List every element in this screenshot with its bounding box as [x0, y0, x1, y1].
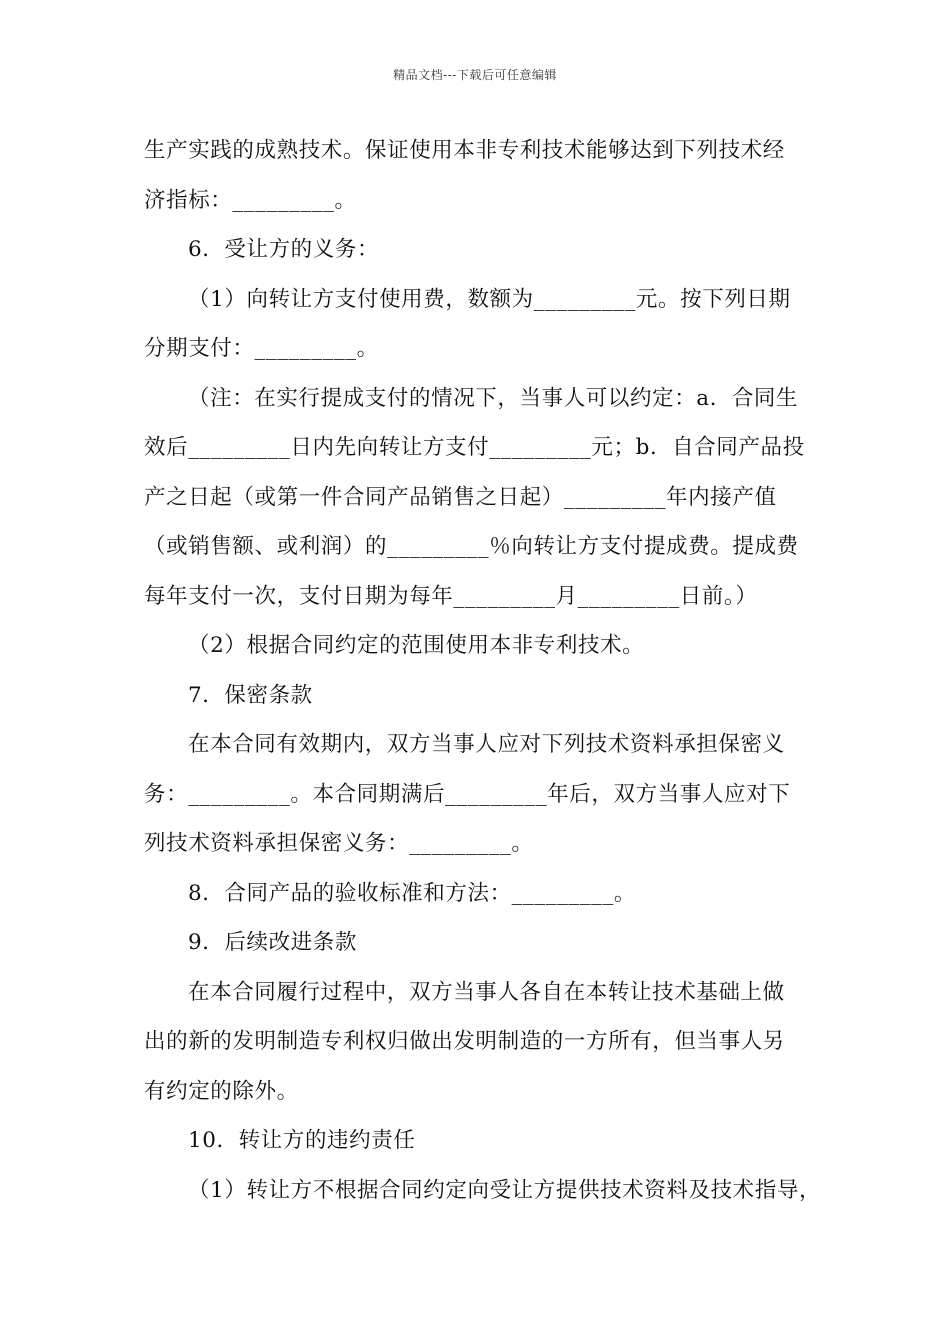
- page-header: 精品文档---下载后可任意编辑: [393, 68, 557, 82]
- section-heading: 8．合同产品的验收标准和方法：_________。: [188, 880, 636, 906]
- text-line: 产之日起（或第一件合同产品销售之日起）_________年内接产值: [144, 484, 777, 510]
- section-heading: 9．后续改进条款: [188, 930, 357, 955]
- section-heading: 10．转让方的违约责任: [188, 1128, 416, 1153]
- text-line: （1）向转让方支付使用费，数额为_________元。按下列日期: [188, 286, 791, 312]
- text-line: （1）转让方不根据合同约定向受让方提供技术资料及技术指导，: [188, 1177, 822, 1203]
- text-line: （注：在实行提成支付的情况下，当事人可以约定：a．合同生: [188, 385, 799, 411]
- text-line: 每年支付一次，支付日期为每年_________月_________日前。）: [144, 583, 758, 609]
- text-line: 分期支付：_________。: [144, 336, 379, 361]
- text-line: 务：_________。本合同期满后_________年后，双方当事人应对下: [144, 781, 791, 807]
- text-line: 出的新的发明制造专利权归做出发明制造的一方所有，但当事人另: [144, 1029, 785, 1054]
- document-body: [144, 126, 824, 1215]
- text-line: 在本合同有效期内，双方当事人应对下列技术资料承担保密义: [188, 732, 785, 757]
- text-line: （或销售额、或利润）的_________％向转让方支付提成费。提成费: [144, 534, 799, 559]
- section-heading: 6．受让方的义务：: [188, 237, 380, 262]
- text-line: 在本合同履行过程中，双方当事人各自在本转让技术基础上做: [188, 979, 785, 1005]
- text-line: 生产实践的成熟技术。保证使用本非专利技术能够达到下列技术经: [144, 138, 785, 163]
- text-line: 效后_________日内先向转让方支付_________元；b．自合同产品投: [144, 435, 805, 460]
- section-heading: 7．保密条款: [188, 682, 313, 708]
- text-line: （2）根据合同约定的范围使用本非专利技术。: [188, 633, 645, 658]
- text-line: 济指标：_________。: [144, 187, 357, 213]
- text-line: 有约定的除外。: [144, 1078, 299, 1104]
- text-line: 列技术资料承担保密义务：_________。: [144, 831, 534, 856]
